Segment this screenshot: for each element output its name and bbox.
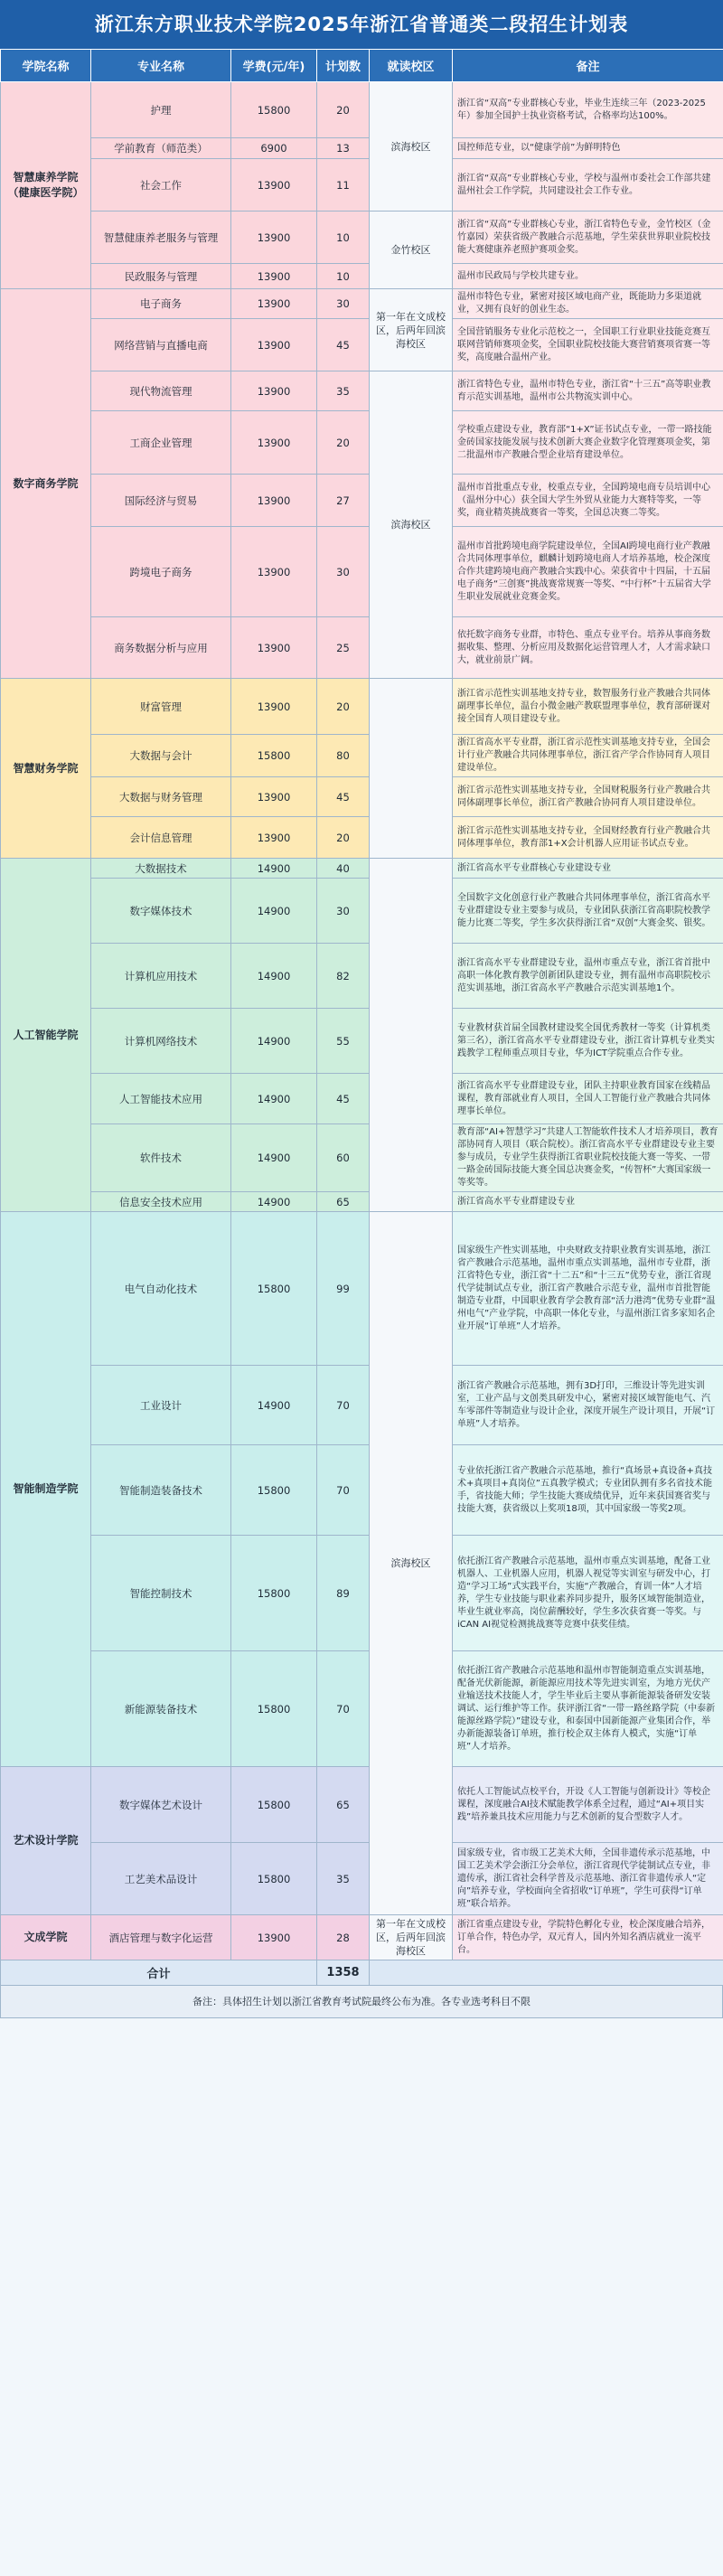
plan-count: 55 bbox=[317, 1009, 370, 1074]
major-name: 跨境电子商务 bbox=[91, 527, 231, 617]
major-name: 酒店管理与数字化运营 bbox=[91, 1915, 231, 1960]
plan-count: 45 bbox=[317, 1074, 370, 1124]
enrollment-plan-table bbox=[0, 49, 723, 1986]
major-name: 信息安全技术应用 bbox=[91, 1192, 231, 1212]
table-row bbox=[1, 1212, 723, 1366]
major-note: 浙江省高水平专业群，浙江省示范性实训基地支持专业，全国会计行业产教融合共同体理事单位，浙江省产学合作协同育人项目建设单位。 bbox=[453, 735, 723, 777]
tuition-fee: 14900 bbox=[231, 944, 317, 1009]
tuition-fee: 14900 bbox=[231, 1009, 317, 1074]
major-name: 电气自动化技术 bbox=[91, 1212, 231, 1366]
major-name: 软件技术 bbox=[91, 1124, 231, 1192]
major-name: 商务数据分析与应用 bbox=[91, 617, 231, 679]
major-name: 工商企业管理 bbox=[91, 411, 231, 475]
major-note: 国控师范专业，以“健康学前”为鲜明特色 bbox=[453, 138, 723, 159]
major-name: 新能源装备技术 bbox=[91, 1651, 231, 1767]
tuition-fee: 13900 bbox=[231, 679, 317, 735]
tuition-fee: 13900 bbox=[231, 159, 317, 212]
table-row bbox=[1, 1366, 723, 1445]
tuition-fee: 15800 bbox=[231, 1843, 317, 1915]
total-row bbox=[1, 1960, 723, 1986]
table-row bbox=[1, 411, 723, 475]
major-note: 专业教材获首届全国教材建设奖全国优秀教材一等奖（计算机类第三名），浙江省高水平专业群建设专业，浙江省计算机专业类实践教学工程师重点项目专业，华为ICT学院重点合作专业。 bbox=[453, 1009, 723, 1074]
major-note: 温州市首批跨境电商学院建设单位，全国AI跨境电商行业产教融合共同体理事单位，麒麟计划跨境电商人才培养基地，校企深度合作共建跨境电商产教融合实践中心。荣获省中十四届，十五届电子商务“三创赛”挑战赛常规赛一等奖、“中行杯”十五届省大学生职业发展就业竞赛金奖。 bbox=[453, 527, 723, 617]
major-name: 学前教育（师范类） bbox=[91, 138, 231, 159]
plan-count: 45 bbox=[317, 777, 370, 817]
major-name: 智慧健康养老服务与管理 bbox=[91, 212, 231, 264]
major-note: 依托浙江省产教融合示范基地，温州市重点实训基地，配备工业机器人、工业机器人应用，机器人视觉等实训室与研发中心，打造“学习工场”式实践平台，实施“产教融合，育训一体”人才培养，学生专业技能与职业素养同步提升，服务区域智能制造业，毕业生就业率高，岗位薪酬较好，学生多次获省赛一等奖。与iCAN AI视觉检测挑战赛等竞赛中获奖佳绩。 bbox=[453, 1536, 723, 1651]
page-title: 浙江东方职业技术学院2025年浙江省普通类二段招生计划表 bbox=[0, 0, 723, 49]
table-row bbox=[1, 777, 723, 817]
plan-count: 65 bbox=[317, 1192, 370, 1212]
major-note: 全国营销服务专业化示范校之一，全国职工行业职业技能竞赛互联网营销师赛项金奖，全国职业院校技能大赛营销赛项省赛一等奖，高度融合温州产业。 bbox=[453, 319, 723, 371]
table-row bbox=[1, 735, 723, 777]
table-row bbox=[1, 138, 723, 159]
major-note: 浙江省高水平专业群核心专业建设专业 bbox=[453, 859, 723, 879]
tuition-fee: 14900 bbox=[231, 1366, 317, 1445]
table-row bbox=[1, 1767, 723, 1843]
major-note: 浙江省产教融合示范基地，拥有3D打印，三维设计等先进实训室，工业产品与文创类具研发中心，紧密对接区域智能电气、汽车零部件等制造业与设计企业，深度开展生产设计项目，开展“订单班”人才培养。 bbox=[453, 1366, 723, 1445]
plan-count: 45 bbox=[317, 319, 370, 371]
table-row bbox=[1, 879, 723, 944]
campus-cell: 金竹校区 bbox=[370, 212, 453, 289]
header-fee: 学费(元/年) bbox=[231, 50, 317, 82]
table-row bbox=[1, 371, 723, 411]
tuition-fee: 13900 bbox=[231, 264, 317, 289]
major-name: 电子商务 bbox=[91, 289, 231, 319]
major-name: 会计信息管理 bbox=[91, 817, 231, 859]
tuition-fee: 13900 bbox=[231, 289, 317, 319]
table-row bbox=[1, 1651, 723, 1767]
table-row bbox=[1, 527, 723, 617]
plan-count: 20 bbox=[317, 817, 370, 859]
major-note: 浙江省特色专业，温州市特色专业，浙江省“十三五”高等职业教育示范实训基地，温州市公共物流实训中心。 bbox=[453, 371, 723, 411]
table-row bbox=[1, 475, 723, 527]
plan-count: 35 bbox=[317, 1843, 370, 1915]
major-note: 浙江省“双高”专业群核心专业，毕业生连续三年（2023-2025年）参加全国护士执业资格考试，合格率均达100%。 bbox=[453, 82, 723, 138]
table-row bbox=[1, 944, 723, 1009]
table-row bbox=[1, 82, 723, 138]
table-row bbox=[1, 1009, 723, 1074]
campus-cell: 第一年在文成校区，后两年回滨海校区 bbox=[370, 289, 453, 371]
plan-count: 70 bbox=[317, 1366, 370, 1445]
plan-count: 20 bbox=[317, 679, 370, 735]
plan-count: 30 bbox=[317, 879, 370, 944]
table-row bbox=[1, 679, 723, 735]
major-note: 浙江省高水平专业群建设专业，团队主持职业教育国家在线精品课程，教育部就业育人项目，全国人工智能行业产教融合共同体理事长单位。 bbox=[453, 1074, 723, 1124]
plan-count: 70 bbox=[317, 1651, 370, 1767]
header-campus: 就读校区 bbox=[370, 50, 453, 82]
plan-count: 20 bbox=[317, 411, 370, 475]
campus-cell bbox=[370, 679, 453, 859]
plan-count: 13 bbox=[317, 138, 370, 159]
major-name: 大数据技术 bbox=[91, 859, 231, 879]
table-row bbox=[1, 319, 723, 371]
major-note: 国家级生产性实训基地，中央财政支持职业教育实训基地，浙江省产教融合示范基地，温州市重点实训基地，温州市专业群，浙江省特色专业，浙江省“十二五”和“十三五”优势专业，浙江省现代学徒制试点专业，浙江省产教融合示范专业，温州市首批智能制造专业群，中国职业教育学会教育部“活力港湾”优势专业群“温州电气”产业学院，中高职一体化专业，与温州浙江省多家知名企业开展“订单班”人才培养。 bbox=[453, 1212, 723, 1366]
major-note: 浙江省重点建设专业，学院特色孵化专业，校企深度融合培养，订单合作，特色办学，双元育人，国内外知名酒店就业一流平台。 bbox=[453, 1915, 723, 1960]
tuition-fee: 14900 bbox=[231, 1192, 317, 1212]
table-row bbox=[1, 264, 723, 289]
major-note: 浙江省高水平专业群建设专业 bbox=[453, 1192, 723, 1212]
plan-count: 65 bbox=[317, 1767, 370, 1843]
major-note: 依托人工智能试点校平台，开设《人工智能与创新设计》等校企课程，深度融合AI技术赋能教学体系全过程，通过“AI+项目实践”培养兼具技术应用能力与艺术创新的复合型数字人才。 bbox=[453, 1767, 723, 1843]
plan-count: 28 bbox=[317, 1915, 370, 1960]
major-name: 大数据与会计 bbox=[91, 735, 231, 777]
major-name: 计算机应用技术 bbox=[91, 944, 231, 1009]
major-note: 浙江省“双高”专业群核心专业，学校与温州市委社会工作部共建温州社会工作学院，共同建设社会工作专业。 bbox=[453, 159, 723, 212]
major-note: 温州市特色专业，紧密对接区域电商产业，既能助力多渠道就业，又拥有良好的创业生态。 bbox=[453, 289, 723, 319]
table-row bbox=[1, 1124, 723, 1192]
tuition-fee: 13900 bbox=[231, 411, 317, 475]
major-note: 教育部“AI+智慧学习”共建人工智能软件技术人才培养项目，教育部协同育人项目（联合院校）。浙江省高水平专业群建设专业主要参与成员，专业学生获得浙江省职业院校技能大赛一等奖、一带一路金砖国际技能大赛全国总决赛金奖，“传智杯”大赛国家级一等奖等。 bbox=[453, 1124, 723, 1192]
table-row bbox=[1, 212, 723, 264]
major-note: 浙江省示范性实训基地支持专业，数智服务行业产教融合共同体副理事长单位，温台小微金融产教联盟理事单位，教育部研课对接全国育人项目建设专业。 bbox=[453, 679, 723, 735]
tuition-fee: 13900 bbox=[231, 319, 317, 371]
plan-count: 82 bbox=[317, 944, 370, 1009]
major-note: 浙江省“双高”专业群核心专业，浙江省特色专业，金竹校区（金竹嘉园）荣获省级产教融合示范基地，学生荣获世界职业院校技能大赛健康养老照护赛项金奖。 bbox=[453, 212, 723, 264]
tuition-fee: 14900 bbox=[231, 1074, 317, 1124]
table-row bbox=[1, 859, 723, 879]
campus-cell: 滨海校区 bbox=[370, 1212, 453, 1915]
major-name: 智能控制技术 bbox=[91, 1536, 231, 1651]
header-plan: 计划数 bbox=[317, 50, 370, 82]
major-name: 工艺美术品设计 bbox=[91, 1843, 231, 1915]
tuition-fee: 13900 bbox=[231, 817, 317, 859]
major-name: 现代物流管理 bbox=[91, 371, 231, 411]
plan-count: 80 bbox=[317, 735, 370, 777]
major-name: 网络营销与直播电商 bbox=[91, 319, 231, 371]
tuition-fee: 14900 bbox=[231, 879, 317, 944]
table-row bbox=[1, 1536, 723, 1651]
header-row bbox=[1, 50, 723, 82]
header-note: 备注 bbox=[453, 50, 723, 82]
tuition-fee: 15800 bbox=[231, 1536, 317, 1651]
major-note: 依托数字商务专业群，市特色、重点专业平台。培养从事商务数据收集、整理、分析应用及数据化运营管理人才，人才需求缺口大，就业前景广阔。 bbox=[453, 617, 723, 679]
college-name: 艺术设计学院 bbox=[1, 1767, 91, 1915]
college-name: 智能制造学院 bbox=[1, 1212, 91, 1767]
total-value: 1358 bbox=[317, 1960, 370, 1986]
table-row bbox=[1, 1915, 723, 1960]
table-row bbox=[1, 1074, 723, 1124]
college-name: 文成学院 bbox=[1, 1915, 91, 1960]
major-note: 专业依托浙江省产教融合示范基地，推行“真场景+真设备+真技术+真项目+真岗位”五真教学模式；专业团队拥有多名省技术能手，省技能大师；学生技能大赛成绩优异，近年来获国赛省奖与技能大赛，获省级以上奖项18项，其中国家级一等奖2项。 bbox=[453, 1445, 723, 1536]
major-name: 计算机网络技术 bbox=[91, 1009, 231, 1074]
college-name: 智慧财务学院 bbox=[1, 679, 91, 859]
tuition-fee: 13900 bbox=[231, 475, 317, 527]
plan-count: 20 bbox=[317, 82, 370, 138]
major-name: 智能制造装备技术 bbox=[91, 1445, 231, 1536]
table-row bbox=[1, 1843, 723, 1915]
tuition-fee: 15800 bbox=[231, 1212, 317, 1366]
tuition-fee: 13900 bbox=[231, 371, 317, 411]
tuition-fee: 13900 bbox=[231, 212, 317, 264]
total-label: 合计 bbox=[1, 1960, 317, 1986]
campus-cell bbox=[370, 859, 453, 1212]
table-body bbox=[1, 82, 723, 1960]
tuition-fee: 15800 bbox=[231, 1767, 317, 1843]
tuition-fee: 14900 bbox=[231, 1124, 317, 1192]
plan-count: 35 bbox=[317, 371, 370, 411]
major-name: 工业设计 bbox=[91, 1366, 231, 1445]
footer-note: 备注：具体招生计划以浙江省教育考试院最终公布为准。各专业选考科目不限 bbox=[0, 1986, 723, 2018]
tuition-fee: 13900 bbox=[231, 527, 317, 617]
total-empty bbox=[370, 1960, 723, 1986]
tuition-fee: 13900 bbox=[231, 1915, 317, 1960]
plan-count: 30 bbox=[317, 289, 370, 319]
table-row bbox=[1, 159, 723, 212]
table-row bbox=[1, 817, 723, 859]
major-note: 学校重点建设专业，教育部“1+X”证书试点专业，一带一路技能金砖国家技能发展与技术创新大赛企业数字化管理赛项金奖，第二批温州市产教融合型企业培育建设单位。 bbox=[453, 411, 723, 475]
header-major: 专业名称 bbox=[91, 50, 231, 82]
table-row bbox=[1, 289, 723, 319]
tuition-fee: 15800 bbox=[231, 1651, 317, 1767]
header-college: 学院名称 bbox=[1, 50, 91, 82]
plan-count: 30 bbox=[317, 527, 370, 617]
table-row bbox=[1, 1445, 723, 1536]
major-name: 财富管理 bbox=[91, 679, 231, 735]
tuition-fee: 14900 bbox=[231, 859, 317, 879]
plan-count: 11 bbox=[317, 159, 370, 212]
tuition-fee: 13900 bbox=[231, 777, 317, 817]
table-row bbox=[1, 617, 723, 679]
plan-count: 40 bbox=[317, 859, 370, 879]
tuition-fee: 13900 bbox=[231, 617, 317, 679]
college-name: 人工智能学院 bbox=[1, 859, 91, 1212]
major-name: 人工智能技术应用 bbox=[91, 1074, 231, 1124]
campus-cell: 第一年在文成校区，后两年回滨海校区 bbox=[370, 1915, 453, 1960]
major-note: 浙江省高水平专业群建设专业，温州市重点专业，浙江省首批中高职一体化教育教学创新团队建设专业，拥有温州市高职院校示范实训基地，浙江省高水平产教融合示范实训基地1个。 bbox=[453, 944, 723, 1009]
plan-count: 10 bbox=[317, 212, 370, 264]
major-note: 依托浙江省产教融合示范基地和温州市智能制造重点实训基地，配备光伏新能源，新能源应用技术等先进实训室，为地方光伏产业输送技术技能人才，学生毕业后主要从事新能源装备研发安装调试、运行维护等工作。获评浙江省“一带一路丝路学院（中泰新能源丝路学院）”建设专业，和泰国中国新能源产业集团合作，举办新能源装备订单班，推行校企双主体育人模式，实施“订单班”人才培养。 bbox=[453, 1651, 723, 1767]
college-name: 数字商务学院 bbox=[1, 289, 91, 679]
plan-count: 99 bbox=[317, 1212, 370, 1366]
major-note: 国家级专业，省市级工艺美术大师，全国非遗传承示范基地，中国工艺美术学会浙江分会单位，浙江省现代学徒制试点专业，非遗传承，浙江省社会科学普及示范基地、浙江省非遗传承人“定向”培养专业，学校面向全省招收“订单班”，学生可获得“订单班”联合培养。 bbox=[453, 1843, 723, 1915]
tuition-fee: 6900 bbox=[231, 138, 317, 159]
plan-count: 10 bbox=[317, 264, 370, 289]
major-name: 大数据与财务管理 bbox=[91, 777, 231, 817]
major-name: 国际经济与贸易 bbox=[91, 475, 231, 527]
plan-count: 25 bbox=[317, 617, 370, 679]
campus-cell: 滨海校区 bbox=[370, 371, 453, 679]
college-name: 智慧康养学院 （健康医学院） bbox=[1, 82, 91, 289]
major-note: 浙江省示范性实训基地支持专业，全国财税服务行业产教融合共同体副理事长单位，浙江省产教融合协同育人项目建设单位。 bbox=[453, 777, 723, 817]
major-name: 社会工作 bbox=[91, 159, 231, 212]
major-name: 民政服务与管理 bbox=[91, 264, 231, 289]
major-note: 浙江省示范性实训基地支持专业，全国财经教育行业产教融合共同体理事单位，教育部1+X会计机器人应用证书试点专业。 bbox=[453, 817, 723, 859]
tuition-fee: 15800 bbox=[231, 1445, 317, 1536]
tuition-fee: 15800 bbox=[231, 82, 317, 138]
tuition-fee: 15800 bbox=[231, 735, 317, 777]
major-note: 温州市民政局与学校共建专业。 bbox=[453, 264, 723, 289]
major-note: 温州市首批重点专业，校重点专业，全国跨境电商专员培训中心（温州分中心）获全国大学生外贸从业能力大赛特等奖，一等奖，商业精英挑战赛省一等奖，全国总决赛二等奖。 bbox=[453, 475, 723, 527]
campus-cell: 滨海校区 bbox=[370, 82, 453, 212]
plan-count: 60 bbox=[317, 1124, 370, 1192]
plan-count: 27 bbox=[317, 475, 370, 527]
major-note: 全国数字文化创意行业产教融合共同体理事单位，浙江省高水平专业群建设专业主要参与成员，专业团队获浙江省高职院校教学能力比赛二等奖，学生多次获得浙江省“双创”大赛金奖、银奖。 bbox=[453, 879, 723, 944]
plan-count: 70 bbox=[317, 1445, 370, 1536]
major-name: 数字媒体艺术设计 bbox=[91, 1767, 231, 1843]
table-row bbox=[1, 1192, 723, 1212]
major-name: 护理 bbox=[91, 82, 231, 138]
major-name: 数字媒体技术 bbox=[91, 879, 231, 944]
plan-count: 89 bbox=[317, 1536, 370, 1651]
